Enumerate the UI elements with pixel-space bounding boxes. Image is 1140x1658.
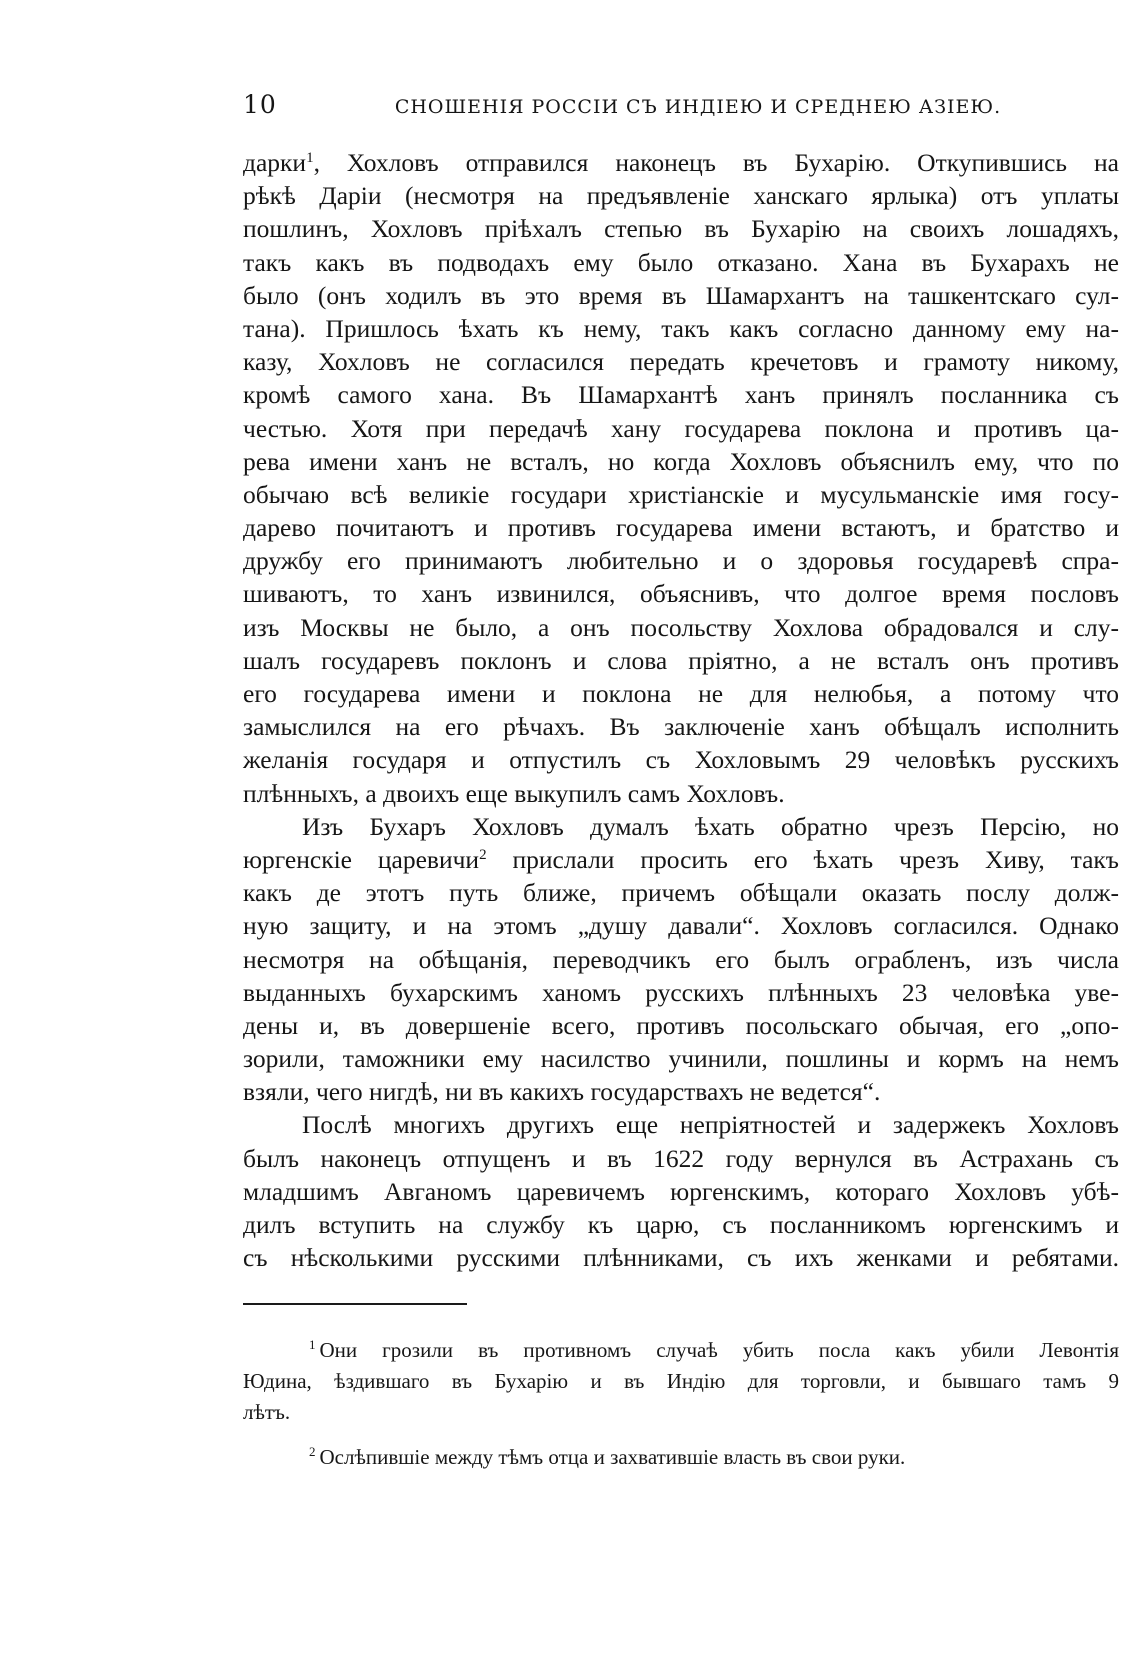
text-line: обычаю всѣ великіе государи христіанскіе и мусульманскіе имя госу- [243, 479, 1119, 509]
text-line: съ нѣсколькими русскими плѣнниками, съ ихъ женками и ребятами. [243, 1243, 1119, 1273]
text-line: Послѣ многихъ другихъ еще непріятностей и задержекъ Хохловъ [302, 1110, 1119, 1140]
text-line: кромѣ самого хана. Въ Шамархантѣ ханъ принялъ посланника съ [243, 380, 1119, 410]
text-line: было (онъ ходилъ въ это время въ Шамархантъ на ташкентскаго сул- [243, 280, 1119, 310]
text-segment: юргенскіе царевичи [243, 844, 480, 874]
text-line: несмотря на обѣщанія, переводчикъ его былъ ограбленъ, изъ числа [243, 944, 1119, 974]
text-line: такъ какъ въ подводахъ ему было отказано. Хана въ Бухарахъ не [243, 247, 1119, 277]
text-segment: Ослѣпившіе между тѣмъ отца и захватившіе власть въ свои руки. [319, 1445, 906, 1469]
text-line: взяли, чего нигдѣ, ни въ какихъ государствахъ не ведется“. [243, 1077, 881, 1107]
text-line: былъ наконецъ отпущенъ и въ 1622 году вернулся въ Астрахань съ [243, 1143, 1119, 1173]
text-segment: , Хохловъ отправился наконецъ въ Бухарію. Откупившись на [313, 148, 1119, 177]
text-line: шиваютъ, то ханъ извинился, объяснивъ, что долгое время пословъ [243, 579, 1119, 609]
footnote-line [243, 1335, 1119, 1366]
text-line: выданныхъ бухарскимъ ханомъ русскихъ плѣнныхъ 23 человѣка уве- [243, 977, 1119, 1007]
paragraph [243, 146, 1119, 810]
footnote-marker: 2 [309, 1444, 316, 1459]
text-line: Изъ Бухаръ Хохловъ думалъ ѣхать обратно чрезъ Персію, но [302, 811, 1119, 841]
text-line: замыслился на его рѣчахъ. Въ заключеніе ханъ обѣщалъ исполнить [243, 712, 1119, 742]
paragraph [243, 810, 1119, 1109]
footnotes [243, 1335, 1119, 1473]
text-line: дружбу его принимаютъ любительно и о здоровья государевѣ спра- [243, 546, 1119, 576]
text-line: дарево почитаютъ и противъ государева имени встаютъ, и братство и [243, 513, 1119, 543]
footnote-reference: 1 [306, 150, 314, 166]
footnote-marker: 1 [309, 1337, 316, 1352]
text-line: казу, Хохловъ не согласился передать кречетовъ и грамоту никому, [243, 347, 1119, 377]
text-line: ную защиту, и на этомъ „душу давали“. Хохловъ согласился. Однако [243, 911, 1119, 941]
text-line: дены и, въ довершеніе всего, противъ посольскаго обычая, его „опо- [243, 1010, 1119, 1040]
text-segment: прислали просить его ѣхать чрезъ Хиву, такъ [486, 844, 1119, 874]
footnote-line: Юдина, ѣздившаго въ Бухарію и въ Индію для торговли, и бывшаго тамъ 9 [243, 1369, 1119, 1393]
main-text [243, 146, 1119, 1274]
text-line: зорили, таможники ему насилство учинили, пошлины и кормъ на немъ [243, 1044, 1119, 1074]
footnote-line: лѣтъ. [243, 1400, 291, 1424]
footnote-reference: 2 [479, 846, 487, 863]
text-line: младшимъ Авганомъ царевичемъ юргенскимъ, котораго Хохловъ убѣ- [243, 1176, 1119, 1206]
text-line: шалъ государевъ поклонъ и слова пріятно, а не всталъ онъ противъ [243, 645, 1119, 675]
footnote [243, 1335, 1119, 1428]
text-line: дилъ вступить на службу къ царю, съ посланникомъ юргенскимъ и [243, 1210, 1119, 1239]
text-line: тана). Пришлось ѣхать къ нему, такъ какъ согласно данному ему на- [243, 313, 1119, 343]
text-line [243, 146, 1119, 179]
text-segment: Они грозили въ противномъ случаѣ убить посла какъ убили Левонтія [319, 1338, 1119, 1362]
running-head: СНОШЕНІЯ РОССІИ СЪ ИНДІЕЮ И СРЕДНЕЮ АЗІЕЮ. [394, 96, 1002, 118]
footnote-divider [243, 1303, 467, 1305]
text-line: какъ де этотъ путь ближе, причемъ обѣщали оказать послу долж- [243, 878, 1119, 908]
footnote [243, 1442, 1119, 1473]
page-header [243, 90, 1119, 124]
text-line: его государева имени и поклона не для нелюбья, а потому что [243, 679, 1119, 708]
text-segment: дарки [243, 148, 307, 177]
text-line: плѣнныхъ, а двоихъ еще выкупилъ самъ Хохловъ. [243, 778, 785, 808]
text-line: желанія государя и отпустилъ съ Хохловымъ 29 человѣкъ русскихъ [243, 745, 1119, 775]
footnote-gap [243, 1428, 1119, 1442]
text-line: пошлинъ, Хохловъ пріѣхалъ степью въ Бухарію на своихъ лошадяхъ, [243, 214, 1119, 244]
text-line: изъ Москвы не было, а онъ посольству Хохлова обрадовался и слу- [243, 612, 1119, 642]
footnote-line [243, 1442, 1119, 1473]
paragraph [243, 1108, 1119, 1274]
text-line [243, 843, 1119, 876]
text-line: рѣкѣ Даріи (несмотря на предъявленіе ханскаго ярлыка) отъ уплаты [243, 181, 1119, 211]
page-number: 10 [243, 90, 277, 119]
text-line: честью. Хотя при передачѣ хану государева поклона и противъ ца- [243, 413, 1119, 443]
text-line: рева имени ханъ не всталъ, но когда Хохловъ объяснилъ ему, что по [243, 446, 1119, 476]
